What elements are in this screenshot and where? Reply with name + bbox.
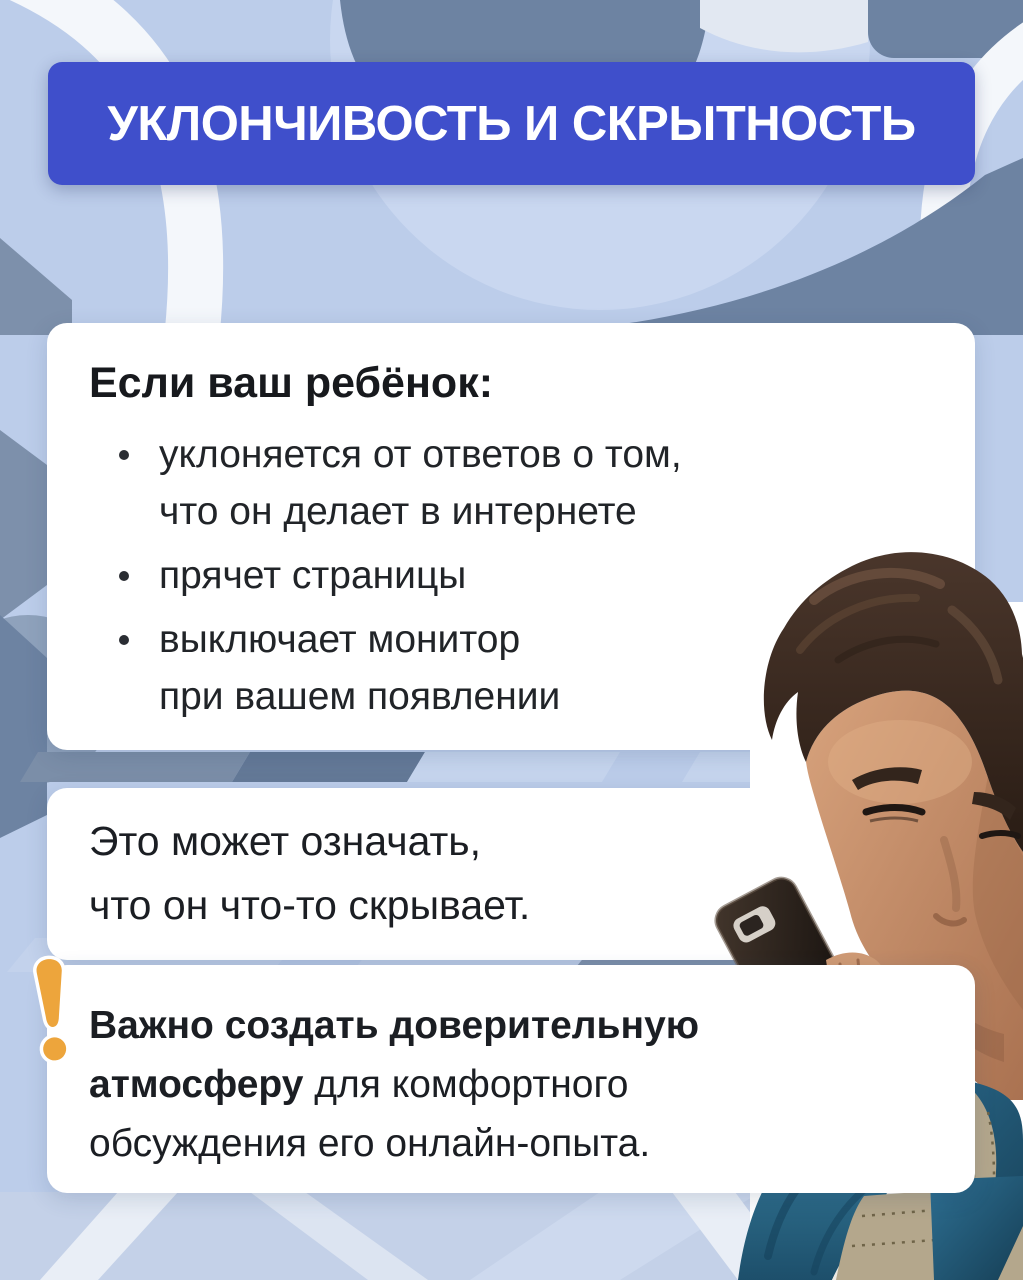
bullet-dot-icon [119,635,129,645]
bullet-dot-icon [119,450,129,460]
bullet-item-1 [89,426,935,540]
bullet-line: что он делает в интернете [159,490,637,533]
poster-title: УКЛОНЧИВОСТЬ И СКРЫТНОСТЬ [107,96,916,151]
important-regular-text: для комфортного [303,1063,629,1106]
meaning-line: Это может означать, [89,818,482,864]
important-line [89,1055,935,1114]
important-bold-text: атмосферу [89,1063,304,1106]
bullet-line: выключает монитор [159,618,521,661]
condition-heading: Если ваш ребёнок: [89,359,494,407]
meaning-line: что он что-то скрывает. [89,882,531,928]
important-card [47,965,975,1193]
exclamation-icon [25,951,79,1071]
bullet-line: при вашем появлении [159,675,561,718]
important-bold-text: Важно создать доверительную [89,1004,700,1047]
important-line: обсуждения его онлайн-опыта. [89,1122,651,1165]
bullet-dot-icon [119,571,129,581]
bullet-line: уклоняется от ответов о том, [159,433,682,476]
important-line [89,996,935,1055]
important-text [89,996,935,1173]
title-banner [48,62,975,185]
bullet-line: прячет страницы [159,554,467,597]
